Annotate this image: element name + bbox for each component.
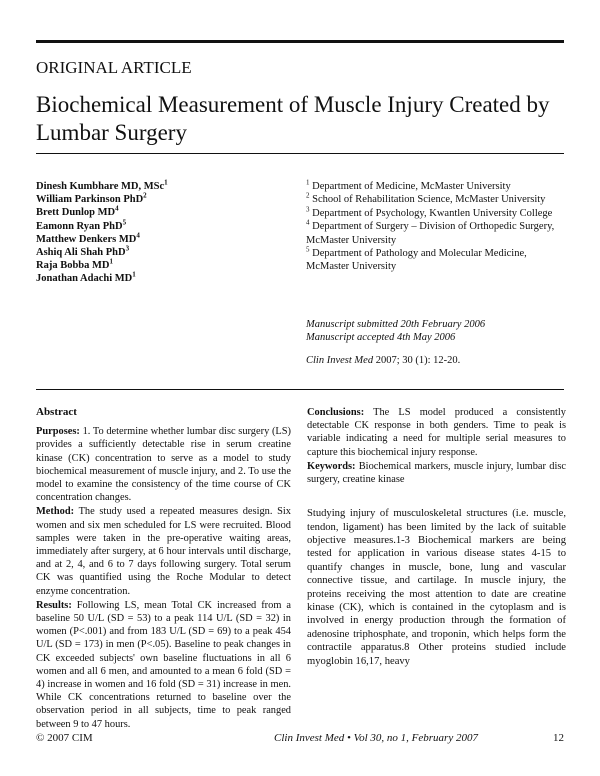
abstract-rule — [36, 389, 564, 390]
copyright: © 2007 CIM — [36, 732, 93, 744]
page-number: 12 — [553, 732, 564, 744]
citation: Clin Invest Med 2007; 30 (1): 12-20. — [306, 355, 461, 366]
article-title: Biochemical Measurement of Muscle Injury Created by Lumbar Surgery — [36, 92, 550, 145]
affiliation: $^3$ Department of Psychology, Kwantlen University College — [306, 205, 553, 219]
journal-footer: Clin Invest Med • Vol 30, no 1, February 2007 — [274, 732, 478, 744]
right-column — [307, 406, 566, 669]
abstract-purposes: Purposes: 1. To determine whether lumbar disc surgery (LS) provides a sufficiently detectable rise in serum creatine kinase (CK) concentration to serve as a model to study biochemical measurement of muscle injury, and 2. To use the model to examine the consistency of the time course of CK concentration changes. — [36, 426, 291, 504]
affiliation: $^2$ School of Rehabilitation Science, McMaster University — [306, 191, 546, 206]
author: Eamonn Ryan PhD$^5$ — [36, 218, 127, 232]
author: Matthew Denkers $MD^4$ — [36, 231, 140, 245]
abstract-heading: Abstract — [36, 406, 77, 418]
abstract-results: Results: Following LS, mean Total CK increased from a baseline 50 U/L (SD = 53) to a peak 114 U/L (SD = 32) in women (P<.001) and from 183 U/L (SD = 69) to a peak 454 U/L (SD = 173) in men (P<.05). Baseline to peak changes in CK exceeded subjects' own baseline fluctuations in all 6 women and all 6 men, and amounted to a mean 6 fold (SD = 4) increase in women and 16 fold (SD = 31) increase in men. While CK concentrations returned to baseline over the observation period in all subjects, time to peak ranged between 9 to 47 hours. — [36, 599, 291, 730]
page-footer — [36, 732, 564, 746]
abstract-method: Method: The study used a repeated measures design. Six women and six men scheduled for LS were recruited. Blood samples were taken in the pre-operative waiting areas, immediately after surgery, at 6 hour intervals until discharge, and at 2, 4, and 6 to 7 days following surgery. Total serum CK was quantified using the Roche Modular to detect enzyme concentration. — [36, 506, 291, 597]
author: Jonathan Adachi $MD^1$ — [36, 270, 136, 285]
abstract-conclusions: Conclusions: The LS model produced a consistently detectable CK response in both genders. Time to peak is variable indicating a need for multiple serial measures to capture this biochemical injury response. — [307, 407, 566, 458]
affiliation: $^5$ Department of Pathology and Molecular Medicine, McMaster University — [306, 245, 527, 273]
affiliation-list — [306, 180, 568, 274]
author: Dinesh Kumbhare MD, MSc$^1$ — [36, 178, 168, 192]
accepted-date: Manuscript accepted 4th May 2006 — [306, 332, 456, 344]
author: Brett Dunlop $MD^4$ — [36, 204, 119, 219]
top-rule — [36, 40, 564, 43]
author: Ashiq Ali Shah PhD$^3$ — [36, 244, 130, 259]
author: Raja Bobba $MD^1$ — [36, 257, 114, 272]
abstract-keywords: Keywords: Biochemical markers, muscle injury, lumbar disc surgery, creatine kinase — [307, 460, 566, 486]
manuscript-dates — [306, 318, 485, 345]
submitted-date: Manuscript submitted 20th February 2006 — [306, 319, 486, 330]
affiliation: $^1$ Department of Medicine, McMaster University — [306, 178, 511, 192]
section-label: ORIGINAL ARTICLE — [36, 58, 192, 77]
title-rule — [36, 153, 564, 154]
affiliation: $^4$ Department of Surgery – Division of Orthopedic Surgery, McMaster University — [306, 218, 555, 246]
abstract-column — [36, 406, 291, 732]
author: William Parkinson PhD$^2$ — [36, 191, 147, 206]
author-list — [36, 180, 168, 286]
introduction-paragraph: Studying injury of musculoskeletal structures (i.e. muscle, tendon, ligament) has been limited by the lack of suitable objective measures.1-3 Biochemical markers are being tested for application in various disease states 4-15 to quantify changes in muscle, bone, lung and vascular connective tissue, and cartilage. In muscle injury, the proteins receiving the most attention to date are creatine kinase (CK), which is contained in the cytoplasm and is involved in energy production through the formation of adenosine triphosphate, and troponin, which helps form the contractile apparatus.8 Other proteins studied include myoglobin 16,17, heavy — [307, 508, 566, 667]
